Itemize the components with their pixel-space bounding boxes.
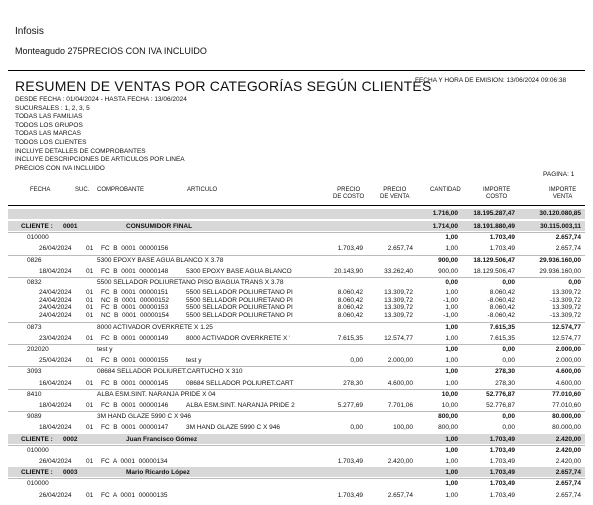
category-importe-costo: 7.615,35 xyxy=(489,323,515,331)
detail-importe-costo: -8.060,42 xyxy=(487,296,515,304)
detail-cantidad: 1,00 xyxy=(445,304,458,311)
client-label: CLIENTE : xyxy=(21,435,53,443)
category-code: 8410 xyxy=(27,390,42,398)
col-importe-venta: IMPORTE VENTA xyxy=(549,187,577,200)
category-importe-costo: 278,30 xyxy=(495,368,515,376)
detail-importe-venta: 2.420,00 xyxy=(555,458,581,465)
detail-precio-venta: 2.657,74 xyxy=(387,491,413,499)
detail-importe-costo: 52.776,87 xyxy=(486,402,515,409)
detail-comprobante: NC B 0001 00000154 xyxy=(101,312,169,320)
category-divider xyxy=(8,277,585,278)
detail-precio-costo: 8.060,42 xyxy=(337,289,363,297)
detail-articulo: 5300 EPOXY BASE AGUA BLANCO xyxy=(186,267,292,275)
category-divider xyxy=(8,411,585,412)
col-fecha: FECHA xyxy=(30,187,51,193)
detail-precio-venta: 2.657,74 xyxy=(387,245,413,253)
category-importe-costo: 52.776,87 xyxy=(486,390,515,398)
column-header-divider xyxy=(8,205,585,206)
category-importe-venta: 2.420,00 xyxy=(555,446,581,454)
detail-importe-venta: 2.657,74 xyxy=(555,491,581,499)
category-divider xyxy=(8,478,585,479)
detail-importe-venta: 77.010,60 xyxy=(552,402,581,409)
category-importe-venta: 12.574,77 xyxy=(552,323,581,331)
detail-importe-costo: 0,00 xyxy=(502,357,515,365)
category-divider xyxy=(8,255,585,256)
detail-importe-venta: 12.574,77 xyxy=(552,334,581,342)
detail-importe-costo: 8.060,42 xyxy=(489,304,515,311)
detail-cantidad: 10,00 xyxy=(441,402,458,409)
detail-suc: 01 xyxy=(86,334,94,342)
detail-suc: 01 xyxy=(86,491,94,499)
filter-line: INCLUYE DESCRIPCIONES DE ARTICULOS POR LINEA xyxy=(15,156,185,164)
detail-precio-venta: 13.309,72 xyxy=(384,312,413,320)
category-importe-costo: 18.129.506,47 xyxy=(473,256,515,264)
client-name: CONSUMIDOR FINAL xyxy=(126,223,193,230)
client-importe-costo: 1.703,49 xyxy=(489,435,515,443)
category-importe-costo: 1.703,49 xyxy=(489,480,515,488)
detail-suc: 01 xyxy=(86,289,94,297)
category-divider xyxy=(8,389,585,390)
detail-fecha: 24/04/2024 xyxy=(39,289,72,297)
detail-comprobante: FC B 0001 00000156 xyxy=(101,245,169,253)
client-label: CLIENTE : xyxy=(21,469,53,477)
detail-precio-costo: 0,00 xyxy=(350,357,363,365)
category-importe-venta: 0,00 xyxy=(568,279,581,286)
detail-importe-venta: 13.309,72 xyxy=(552,304,581,311)
detail-importe-venta: 13.309,72 xyxy=(552,289,581,297)
client-importe-costo: 18.191.880,49 xyxy=(473,223,515,230)
detail-fecha: 18/04/2024 xyxy=(39,424,72,432)
header-divider xyxy=(8,70,585,71)
detail-suc: 01 xyxy=(86,304,94,311)
category-divider xyxy=(8,322,585,323)
detail-importe-venta: 2.000,00 xyxy=(555,357,581,365)
category-importe-venta: 2.000,00 xyxy=(555,346,581,353)
category-code: 0832 xyxy=(27,279,42,286)
detail-comprobante: FC B 0001 00000149 xyxy=(101,334,169,342)
detail-suc: 01 xyxy=(86,312,94,320)
detail-importe-venta: -13.309,72 xyxy=(549,312,581,320)
category-cantidad: 1,00 xyxy=(445,323,458,331)
detail-suc: 01 xyxy=(86,267,94,275)
filter-line: INCLUYE DETALLES DE COMPROBANTES xyxy=(15,147,146,155)
detail-precio-venta: 33.262,40 xyxy=(384,267,413,275)
detail-articulo: 5500 SELLADOR POLIURETANO PI xyxy=(186,304,293,311)
detail-precio-costo: 0,00 xyxy=(350,424,363,432)
detail-articulo: 3M HAND GLAZE 5990 C X 946 xyxy=(186,424,280,432)
detail-comprobante: FC B 0001 00000147 xyxy=(101,424,169,432)
category-code: 3093 xyxy=(27,368,42,376)
detail-cantidad: 1,00 xyxy=(445,491,458,499)
category-description: 5500 SELLADOR POLIURETANO PISO B/AGUA TRANS X 3.78 xyxy=(97,279,284,286)
detail-precio-venta: 7.701,06 xyxy=(387,402,413,409)
client-importe-venta: 2.420,00 xyxy=(555,435,581,443)
detail-articulo: test y xyxy=(186,357,202,365)
category-cantidad: 1,00 xyxy=(445,234,458,242)
detail-importe-costo: 8.060,42 xyxy=(489,289,515,297)
detail-importe-venta: 80.000,00 xyxy=(552,424,581,432)
category-description: 3M HAND GLAZE 5990 C X 946 xyxy=(97,413,191,421)
detail-comprobante: FC A 0001 00000135 xyxy=(101,491,168,499)
detail-importe-venta: 2.657,74 xyxy=(555,245,581,253)
col-precio-venta: PRECIO DE VENTA xyxy=(380,187,410,200)
filter-line: SUCURSALES : 1, 2, 3, 5 xyxy=(15,104,90,112)
col-precio-costo: PRECIO DE COSTO xyxy=(333,187,365,200)
category-cantidad: 10,00 xyxy=(441,390,458,398)
detail-suc: 01 xyxy=(86,424,94,432)
detail-precio-venta: 2.420,00 xyxy=(387,458,413,465)
detail-fecha: 25/04/2024 xyxy=(39,357,72,365)
filter-line: TODOS LOS CLIENTES xyxy=(15,139,87,146)
detail-importe-costo: 18.129.506,47 xyxy=(473,267,515,275)
page-number: PAGINA: 1 xyxy=(543,171,575,178)
detail-suc: 01 xyxy=(86,402,94,409)
category-importe-costo: 1.703,49 xyxy=(489,446,515,454)
category-importe-venta: 2.657,74 xyxy=(555,480,581,488)
detail-precio-costo: 1.703,49 xyxy=(337,491,363,499)
grand-total-cantidad: 1.716,00 xyxy=(432,210,458,217)
client-code: 0002 xyxy=(63,435,78,443)
detail-cantidad: 1,00 xyxy=(445,379,458,387)
emission-datetime: FECHA Y HORA DE EMISION: 13/06/2024 09:06:38 xyxy=(415,77,567,84)
category-cantidad: 1,00 xyxy=(445,480,458,488)
category-code: 0873 xyxy=(27,323,42,331)
detail-importe-venta: 4.600,00 xyxy=(555,379,581,387)
detail-articulo: 5500 SELLADOR POLIURETANO PI xyxy=(186,289,293,297)
detail-fecha: 24/04/2024 xyxy=(39,304,72,311)
detail-suc: 01 xyxy=(86,379,94,387)
category-cantidad: 1,00 xyxy=(445,446,458,454)
detail-fecha: 16/04/2024 xyxy=(39,379,72,387)
filter-line: DESDE FECHA : 01/04/2024 - HASTA FECHA : 13/06/2024 xyxy=(15,96,187,103)
category-importe-venta: 2.657,74 xyxy=(555,234,581,242)
category-description: ALBA ESM.SINT. NARANJA PRIDE X 04 xyxy=(97,390,216,398)
detail-importe-venta: 29.936.160,00 xyxy=(539,267,581,275)
category-cantidad: 1,00 xyxy=(445,346,458,353)
report-title: RESUMEN DE VENTAS POR CATEGORÍAS SEGÚN CLIENTES xyxy=(15,78,432,94)
detail-cantidad: -1,00 xyxy=(443,296,458,304)
detail-precio-venta: 13.309,72 xyxy=(384,304,413,311)
category-code: 202020 xyxy=(27,346,49,353)
detail-fecha: 26/04/2024 xyxy=(39,458,72,465)
detail-fecha: 26/04/2024 xyxy=(39,491,72,499)
category-importe-venta: 29.936.160,00 xyxy=(539,256,581,264)
detail-precio-costo: 8.060,42 xyxy=(337,312,363,320)
detail-articulo: 5500 SELLADOR POLIURETANO PI xyxy=(186,296,293,304)
detail-comprobante: FC B 0001 00000148 xyxy=(101,267,169,275)
col-cantidad: CANTIDAD xyxy=(430,187,461,193)
detail-precio-costo: 5.277,69 xyxy=(337,402,363,409)
detail-articulo: ALBA ESM.SINT. NARANJA PRIDE 2 xyxy=(186,402,295,409)
detail-cantidad: -1,00 xyxy=(443,312,458,320)
client-importe-venta: 30.115.003,11 xyxy=(540,223,581,230)
detail-comprobante: FC B 0001 00000146 xyxy=(101,402,169,409)
detail-comprobante: NC B 0001 00000152 xyxy=(101,296,169,304)
category-description: 8000 ACTIVADOR OVERKRETE X 1.25 xyxy=(97,323,213,331)
detail-precio-venta: 100,00 xyxy=(393,424,413,432)
company-line: Monteagudo 275PRECIOS CON IVA INCLUIDO xyxy=(15,46,207,56)
category-description: test y xyxy=(97,346,113,353)
detail-importe-costo: 1.703,49 xyxy=(489,458,515,465)
detail-comprobante: FC B 0001 00000153 xyxy=(101,304,169,311)
filter-line: PRECIOS CON IVA INCLUIDO xyxy=(15,164,105,172)
category-importe-venta: 4.600,00 xyxy=(555,368,581,376)
detail-importe-costo: 7.615,35 xyxy=(489,334,515,342)
client-code: 0003 xyxy=(63,469,78,477)
detail-precio-costo: 7.615,35 xyxy=(337,334,363,342)
detail-cantidad: 1,00 xyxy=(445,289,458,297)
client-label: CLIENTE : xyxy=(21,223,53,230)
detail-precio-costo: 278,30 xyxy=(343,379,363,387)
category-code: 010000 xyxy=(27,234,49,242)
category-code: 9089 xyxy=(27,413,42,421)
detail-precio-costo: 8.060,42 xyxy=(337,304,363,311)
detail-fecha: 26/04/2024 xyxy=(39,245,72,253)
detail-comprobante: FC B 0001 00000145 xyxy=(101,379,169,387)
detail-suc: 01 xyxy=(86,245,94,253)
col-importe-costo: IMPORTE COSTO xyxy=(483,187,511,200)
detail-fecha: 18/04/2024 xyxy=(39,402,72,409)
detail-precio-venta: 13.309,72 xyxy=(384,289,413,297)
detail-precio-venta: 13.309,72 xyxy=(384,296,413,304)
detail-precio-venta: 4.600,00 xyxy=(387,379,413,387)
detail-fecha: 23/04/2024 xyxy=(39,334,72,342)
col-suc: SUC. xyxy=(75,187,90,193)
category-importe-venta: 80.000,00 xyxy=(552,413,581,421)
detail-comprobante: FC A 0001 00000134 xyxy=(101,458,168,465)
category-divider xyxy=(8,445,585,446)
app-title: Infosis xyxy=(15,26,44,37)
filter-line: TODAS LAS MARCAS xyxy=(15,130,81,138)
detail-fecha: 24/04/2024 xyxy=(39,296,72,304)
detail-articulo: 08684 SELLADOR POLIURET.CART xyxy=(186,379,294,387)
detail-fecha: 18/04/2024 xyxy=(39,267,72,275)
category-cantidad: 0,00 xyxy=(445,279,458,286)
detail-articulo: 8000 ACTIVADOR OVERKRETE X ' xyxy=(186,334,291,342)
detail-precio-costo: 20.143,90 xyxy=(334,267,363,275)
detail-precio-costo: 8.060,42 xyxy=(337,296,363,304)
category-divider xyxy=(8,344,585,345)
detail-importe-costo: 278,30 xyxy=(495,379,515,387)
detail-comprobante: FC B 0001 00000155 xyxy=(101,357,169,365)
category-importe-costo: 1.703,49 xyxy=(489,234,515,242)
category-importe-costo: 0,00 xyxy=(502,279,515,286)
filter-line: TODAS LAS FAMILIAS xyxy=(15,113,83,121)
detail-suc: 01 xyxy=(86,458,94,465)
category-importe-venta: 77.010,60 xyxy=(552,390,581,398)
col-articulo: ARTICULO xyxy=(187,187,218,193)
detail-importe-venta: -13.309,72 xyxy=(549,296,581,304)
client-cantidad: 1.714,00 xyxy=(432,223,458,230)
category-divider xyxy=(8,232,585,233)
client-name: Juan Francisco Gómez xyxy=(126,435,198,443)
detail-cantidad: 1,00 xyxy=(445,334,458,342)
client-cantidad: 1,00 xyxy=(445,435,458,443)
grand-total-importe-venta: 30.120.080,85 xyxy=(539,210,581,217)
client-importe-venta: 2.657,74 xyxy=(555,469,581,477)
detail-comprobante: FC B 0001 00000151 xyxy=(101,289,169,297)
client-code: 0001 xyxy=(63,223,78,230)
col-comprobante: COMPROBANTE xyxy=(97,187,145,193)
category-cantidad: 800,00 xyxy=(438,413,458,421)
category-code: 0826 xyxy=(27,256,42,264)
category-description: 5300 EPOXY BASE AGUA BLANCO X 3.78 xyxy=(97,256,224,264)
detail-precio-venta: 12.574,77 xyxy=(384,334,413,342)
detail-importe-costo: 1.703,49 xyxy=(489,491,515,499)
client-importe-costo: 1.703,49 xyxy=(489,469,515,477)
detail-suc: 01 xyxy=(86,357,94,365)
detail-fecha: 24/04/2024 xyxy=(39,312,72,320)
category-cantidad: 1,00 xyxy=(445,368,458,376)
detail-precio-costo: 1.703,49 xyxy=(337,458,363,465)
detail-cantidad: 800,00 xyxy=(438,424,458,432)
category-divider xyxy=(8,366,585,367)
client-cantidad: 1,00 xyxy=(445,469,458,477)
detail-precio-venta: 2.000,00 xyxy=(387,357,413,365)
detail-articulo: 5500 SELLADOR POLIURETANO PI xyxy=(186,312,293,320)
filter-line: TODOS LOS GRUPOS xyxy=(15,121,83,129)
client-name: Mario Ricardo López xyxy=(126,469,190,477)
category-code: 010000 xyxy=(27,446,49,454)
category-code: 010000 xyxy=(27,480,49,488)
detail-cantidad: 1,00 xyxy=(445,357,458,365)
detail-importe-costo: -8.060,42 xyxy=(487,312,515,320)
detail-cantidad: 1,00 xyxy=(445,245,458,253)
category-importe-costo: 0,00 xyxy=(502,413,515,421)
detail-importe-costo: 1.703,49 xyxy=(489,245,515,253)
detail-precio-costo: 1.703,49 xyxy=(337,245,363,253)
grand-total-importe-costo: 18.195.287,47 xyxy=(473,210,515,217)
detail-cantidad: 900,00 xyxy=(438,267,458,275)
category-cantidad: 900,00 xyxy=(438,256,458,264)
detail-suc: 01 xyxy=(86,296,94,304)
detail-cantidad: 1,00 xyxy=(445,458,458,465)
category-importe-costo: 0,00 xyxy=(502,346,515,353)
detail-importe-costo: 0,00 xyxy=(502,424,515,432)
category-description: 08684 SELLADOR POLIURET.CARTUCHO X 310 xyxy=(97,368,243,376)
